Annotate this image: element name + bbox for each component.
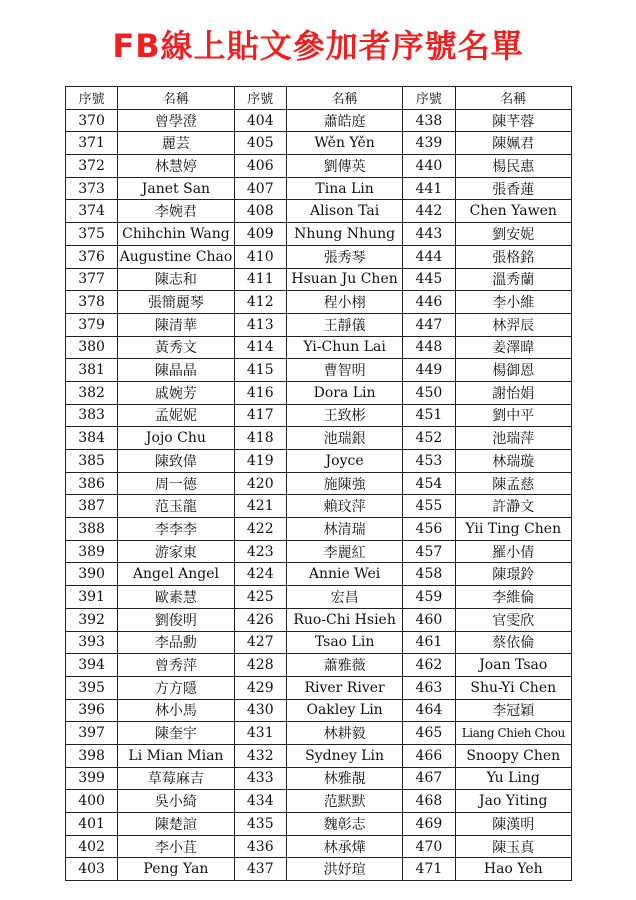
participant-name: 陳璟鈴 bbox=[455, 563, 571, 586]
table-row bbox=[66, 132, 572, 155]
participant-name: 洪妤瑄 bbox=[286, 858, 402, 881]
participant-name: 陳楚諠 bbox=[118, 813, 234, 836]
participant-name: Chen Yawen bbox=[455, 200, 571, 223]
participant-name: 麗芸 bbox=[118, 132, 234, 155]
participant-name: 林承燁 bbox=[286, 835, 402, 858]
participant-name: 范默默 bbox=[286, 790, 402, 813]
header-number: 序號 bbox=[403, 87, 455, 110]
participant-number: 459 bbox=[403, 586, 455, 609]
table-row bbox=[66, 563, 572, 586]
participant-number: 388 bbox=[66, 518, 118, 541]
participant-number: 375 bbox=[66, 223, 118, 246]
participant-name: Yi-Chun Lai bbox=[286, 336, 402, 359]
table-header-row bbox=[66, 87, 572, 110]
participant-number: 453 bbox=[403, 450, 455, 473]
participant-name: 劉傳英 bbox=[286, 155, 402, 178]
participant-number: 411 bbox=[234, 268, 286, 291]
participant-name: 程小栩 bbox=[286, 291, 402, 314]
participant-name: 李婉君 bbox=[118, 200, 234, 223]
participant-name: 李小維 bbox=[455, 291, 571, 314]
header-name: 名稱 bbox=[286, 87, 402, 110]
participant-number: 417 bbox=[234, 404, 286, 427]
table-row bbox=[66, 291, 572, 314]
participant-number: 440 bbox=[403, 155, 455, 178]
participant-name: Wěn Yěn bbox=[286, 132, 402, 155]
participant-number: 371 bbox=[66, 132, 118, 155]
participant-number: 460 bbox=[403, 608, 455, 631]
table-row bbox=[66, 472, 572, 495]
table-row bbox=[66, 631, 572, 654]
table-row bbox=[66, 177, 572, 200]
participant-name: 池瑞銀 bbox=[286, 427, 402, 450]
participant-name: Joan Tsao bbox=[455, 654, 571, 677]
table-row bbox=[66, 313, 572, 336]
table-row bbox=[66, 813, 572, 836]
participant-name: 張格銘 bbox=[455, 245, 571, 268]
table-row bbox=[66, 109, 572, 132]
participant-name: Oakley Lin bbox=[286, 699, 402, 722]
participant-number: 397 bbox=[66, 722, 118, 745]
participant-name: 李冠穎 bbox=[455, 699, 571, 722]
participant-name: Li Mian Mian bbox=[118, 744, 234, 767]
participant-number: 461 bbox=[403, 631, 455, 654]
participant-number: 385 bbox=[66, 450, 118, 473]
participant-name: 李品勳 bbox=[118, 631, 234, 654]
participant-name: 張簡麗琴 bbox=[118, 291, 234, 314]
participant-number: 376 bbox=[66, 245, 118, 268]
participant-number: 427 bbox=[234, 631, 286, 654]
participant-number: 382 bbox=[66, 381, 118, 404]
participant-number: 410 bbox=[234, 245, 286, 268]
participant-number: 458 bbox=[403, 563, 455, 586]
participant-number: 465 bbox=[403, 722, 455, 745]
participant-number: 445 bbox=[403, 268, 455, 291]
participant-name: Yu Ling bbox=[455, 767, 571, 790]
participant-name: Angel Angel bbox=[118, 563, 234, 586]
table-row bbox=[66, 654, 572, 677]
participant-name: 陳奎宇 bbox=[118, 722, 234, 745]
table-row bbox=[66, 676, 572, 699]
participant-name: 方方隱 bbox=[118, 676, 234, 699]
participant-name: 劉俊明 bbox=[118, 608, 234, 631]
participant-name: 姜澤暐 bbox=[455, 336, 571, 359]
participant-name: 林羿辰 bbox=[455, 313, 571, 336]
participant-number: 428 bbox=[234, 654, 286, 677]
participant-name: 蕭皓庭 bbox=[286, 109, 402, 132]
participant-number: 434 bbox=[234, 790, 286, 813]
participant-number: 401 bbox=[66, 813, 118, 836]
participant-number: 418 bbox=[234, 427, 286, 450]
participant-number: 372 bbox=[66, 155, 118, 178]
participant-name: 林雅靚 bbox=[286, 767, 402, 790]
participant-number: 387 bbox=[66, 495, 118, 518]
participant-number: 463 bbox=[403, 676, 455, 699]
participant-name: 劉安妮 bbox=[455, 223, 571, 246]
participant-number: 384 bbox=[66, 427, 118, 450]
table-row bbox=[66, 790, 572, 813]
participant-number: 402 bbox=[66, 835, 118, 858]
participant-number: 462 bbox=[403, 654, 455, 677]
participant-number: 415 bbox=[234, 359, 286, 382]
participant-number: 437 bbox=[234, 858, 286, 881]
participant-name: 吳小綺 bbox=[118, 790, 234, 813]
participant-name: 曾秀萍 bbox=[118, 654, 234, 677]
participant-number: 454 bbox=[403, 472, 455, 495]
participant-name: Janet San bbox=[118, 177, 234, 200]
participant-name: Annie Wei bbox=[286, 563, 402, 586]
participant-number: 406 bbox=[234, 155, 286, 178]
header-number: 序號 bbox=[234, 87, 286, 110]
participant-name: 池瑞萍 bbox=[455, 427, 571, 450]
participant-number: 467 bbox=[403, 767, 455, 790]
table-row bbox=[66, 223, 572, 246]
participant-number: 423 bbox=[234, 540, 286, 563]
participant-name: 羅小倩 bbox=[455, 540, 571, 563]
participant-name: 魏彰志 bbox=[286, 813, 402, 836]
table-row bbox=[66, 427, 572, 450]
participant-name: 李李李 bbox=[118, 518, 234, 541]
participant-name: 蔡依倫 bbox=[455, 631, 571, 654]
participant-table bbox=[65, 86, 572, 881]
table-body bbox=[66, 109, 572, 880]
participant-name: 張秀琴 bbox=[286, 245, 402, 268]
participant-number: 404 bbox=[234, 109, 286, 132]
participant-name: 曾學澄 bbox=[118, 109, 234, 132]
table-row bbox=[66, 245, 572, 268]
table-row bbox=[66, 722, 572, 745]
participant-number: 456 bbox=[403, 518, 455, 541]
participant-number: 421 bbox=[234, 495, 286, 518]
participant-name: 陳晶晶 bbox=[118, 359, 234, 382]
participant-number: 412 bbox=[234, 291, 286, 314]
participant-number: 390 bbox=[66, 563, 118, 586]
participant-number: 394 bbox=[66, 654, 118, 677]
participant-name: 溫秀蘭 bbox=[455, 268, 571, 291]
participant-name: Peng Yan bbox=[118, 858, 234, 881]
participant-number: 370 bbox=[66, 109, 118, 132]
participant-number: 432 bbox=[234, 744, 286, 767]
participant-number: 443 bbox=[403, 223, 455, 246]
participant-name: 林清瑞 bbox=[286, 518, 402, 541]
participant-name: Liang Chieh Chou bbox=[455, 722, 571, 745]
table-row bbox=[66, 268, 572, 291]
participant-number: 405 bbox=[234, 132, 286, 155]
participant-number: 429 bbox=[234, 676, 286, 699]
participant-name: 林瑞璇 bbox=[455, 450, 571, 473]
participant-number: 399 bbox=[66, 767, 118, 790]
participant-number: 389 bbox=[66, 540, 118, 563]
participant-number: 413 bbox=[234, 313, 286, 336]
participant-name: 黃秀文 bbox=[118, 336, 234, 359]
participant-number: 373 bbox=[66, 177, 118, 200]
participant-number: 448 bbox=[403, 336, 455, 359]
participant-name: Yii Ting Chen bbox=[455, 518, 571, 541]
table-row bbox=[66, 518, 572, 541]
participant-name: Tsao Lin bbox=[286, 631, 402, 654]
participant-name: 曹智明 bbox=[286, 359, 402, 382]
participant-number: 468 bbox=[403, 790, 455, 813]
table-row bbox=[66, 450, 572, 473]
participant-name: Jojo Chu bbox=[118, 427, 234, 450]
table-row bbox=[66, 381, 572, 404]
participant-name: 劉中平 bbox=[455, 404, 571, 427]
participant-name: 歐素慧 bbox=[118, 586, 234, 609]
participant-number: 393 bbox=[66, 631, 118, 654]
participant-number: 446 bbox=[403, 291, 455, 314]
participant-number: 407 bbox=[234, 177, 286, 200]
participant-name: 施陳強 bbox=[286, 472, 402, 495]
participant-name: 周一德 bbox=[118, 472, 234, 495]
header-name: 名稱 bbox=[118, 87, 234, 110]
participant-number: 381 bbox=[66, 359, 118, 382]
participant-number: 386 bbox=[66, 472, 118, 495]
participant-number: 424 bbox=[234, 563, 286, 586]
participant-number: 457 bbox=[403, 540, 455, 563]
header-name: 名稱 bbox=[455, 87, 571, 110]
participant-number: 377 bbox=[66, 268, 118, 291]
participant-number: 379 bbox=[66, 313, 118, 336]
participant-name: Chihchin Wang bbox=[118, 223, 234, 246]
participant-number: 441 bbox=[403, 177, 455, 200]
participant-name: Dora Lin bbox=[286, 381, 402, 404]
participant-number: 391 bbox=[66, 586, 118, 609]
participant-name: 孟妮妮 bbox=[118, 404, 234, 427]
participant-name: 楊民惠 bbox=[455, 155, 571, 178]
participant-name: 林小馬 bbox=[118, 699, 234, 722]
page-title: FB線上貼文參加者序號名單 bbox=[112, 27, 524, 65]
participant-number: 436 bbox=[234, 835, 286, 858]
participant-name: 謝怡娟 bbox=[455, 381, 571, 404]
table-row bbox=[66, 404, 572, 427]
participant-name: 官雯欣 bbox=[455, 608, 571, 631]
participant-number: 464 bbox=[403, 699, 455, 722]
participant-number: 444 bbox=[403, 245, 455, 268]
participant-name: 李維倫 bbox=[455, 586, 571, 609]
participant-name: 陳姵君 bbox=[455, 132, 571, 155]
participant-name: 游家東 bbox=[118, 540, 234, 563]
participant-name: Alison Tai bbox=[286, 200, 402, 223]
participant-number: 392 bbox=[66, 608, 118, 631]
participant-name: 林慧婷 bbox=[118, 155, 234, 178]
participant-number: 419 bbox=[234, 450, 286, 473]
participant-number: 396 bbox=[66, 699, 118, 722]
participant-name: Hsuan Ju Chen bbox=[286, 268, 402, 291]
participant-name: 陳玉真 bbox=[455, 835, 571, 858]
table-row bbox=[66, 200, 572, 223]
participant-name: 陳清華 bbox=[118, 313, 234, 336]
participant-number: 447 bbox=[403, 313, 455, 336]
participant-number: 431 bbox=[234, 722, 286, 745]
participant-name: 宏昌 bbox=[286, 586, 402, 609]
participant-name: Sydney Lin bbox=[286, 744, 402, 767]
participant-number: 435 bbox=[234, 813, 286, 836]
participant-name: Joyce bbox=[286, 450, 402, 473]
participant-name: 陳漢明 bbox=[455, 813, 571, 836]
participant-number: 425 bbox=[234, 586, 286, 609]
participant-name: River River bbox=[286, 676, 402, 699]
participant-number: 466 bbox=[403, 744, 455, 767]
participant-number: 449 bbox=[403, 359, 455, 382]
participant-name: Hao Yeh bbox=[455, 858, 571, 881]
participant-number: 455 bbox=[403, 495, 455, 518]
table-row bbox=[66, 336, 572, 359]
header-number: 序號 bbox=[66, 87, 118, 110]
participant-number: 438 bbox=[403, 109, 455, 132]
participant-name: 范玉龍 bbox=[118, 495, 234, 518]
participant-name: 陳孟慈 bbox=[455, 472, 571, 495]
table-row bbox=[66, 155, 572, 178]
participant-number: 374 bbox=[66, 200, 118, 223]
participant-name: 王致彬 bbox=[286, 404, 402, 427]
participant-name: 王靜儀 bbox=[286, 313, 402, 336]
participant-number: 450 bbox=[403, 381, 455, 404]
participant-number: 469 bbox=[403, 813, 455, 836]
participant-name: Nhung Nhung bbox=[286, 223, 402, 246]
participant-number: 416 bbox=[234, 381, 286, 404]
participant-name: 楊御恩 bbox=[455, 359, 571, 382]
participant-number: 414 bbox=[234, 336, 286, 359]
participant-name: Augustine Chao bbox=[118, 245, 234, 268]
participant-number: 471 bbox=[403, 858, 455, 881]
participant-number: 439 bbox=[403, 132, 455, 155]
participant-number: 395 bbox=[66, 676, 118, 699]
participant-name: 張香蓮 bbox=[455, 177, 571, 200]
participant-name: Ruo-Chi Hsieh bbox=[286, 608, 402, 631]
table-row bbox=[66, 744, 572, 767]
participant-number: 378 bbox=[66, 291, 118, 314]
table-row bbox=[66, 540, 572, 563]
participant-name: 草莓麻吉 bbox=[118, 767, 234, 790]
participant-name: 陳志和 bbox=[118, 268, 234, 291]
table-row bbox=[66, 359, 572, 382]
participant-name: Shu-Yi Chen bbox=[455, 676, 571, 699]
participant-number: 430 bbox=[234, 699, 286, 722]
table-row bbox=[66, 767, 572, 790]
participant-number: 422 bbox=[234, 518, 286, 541]
participant-name: Snoopy Chen bbox=[455, 744, 571, 767]
participant-number: 452 bbox=[403, 427, 455, 450]
participant-name: Jao Yiting bbox=[455, 790, 571, 813]
participant-number: 426 bbox=[234, 608, 286, 631]
participant-number: 433 bbox=[234, 767, 286, 790]
participant-number: 470 bbox=[403, 835, 455, 858]
table-row bbox=[66, 586, 572, 609]
participant-name: 林耕毅 bbox=[286, 722, 402, 745]
participant-number: 403 bbox=[66, 858, 118, 881]
participant-number: 408 bbox=[234, 200, 286, 223]
participant-name: 許瀞文 bbox=[455, 495, 571, 518]
table-row bbox=[66, 608, 572, 631]
table-row bbox=[66, 699, 572, 722]
table-row bbox=[66, 858, 572, 881]
table-row bbox=[66, 835, 572, 858]
participant-name: Tina Lin bbox=[286, 177, 402, 200]
participant-number: 442 bbox=[403, 200, 455, 223]
participant-name: 賴玟萍 bbox=[286, 495, 402, 518]
participant-number: 409 bbox=[234, 223, 286, 246]
participant-number: 400 bbox=[66, 790, 118, 813]
participant-name: 李麗紅 bbox=[286, 540, 402, 563]
participant-name: 蕭雅薇 bbox=[286, 654, 402, 677]
participant-number: 420 bbox=[234, 472, 286, 495]
participant-number: 383 bbox=[66, 404, 118, 427]
participant-number: 380 bbox=[66, 336, 118, 359]
participant-name: 陳芊蓉 bbox=[455, 109, 571, 132]
participant-number: 451 bbox=[403, 404, 455, 427]
participant-number: 398 bbox=[66, 744, 118, 767]
participant-name: 戚婉芳 bbox=[118, 381, 234, 404]
table-row bbox=[66, 495, 572, 518]
participant-name: 李小苴 bbox=[118, 835, 234, 858]
participant-name: 陳致偉 bbox=[118, 450, 234, 473]
